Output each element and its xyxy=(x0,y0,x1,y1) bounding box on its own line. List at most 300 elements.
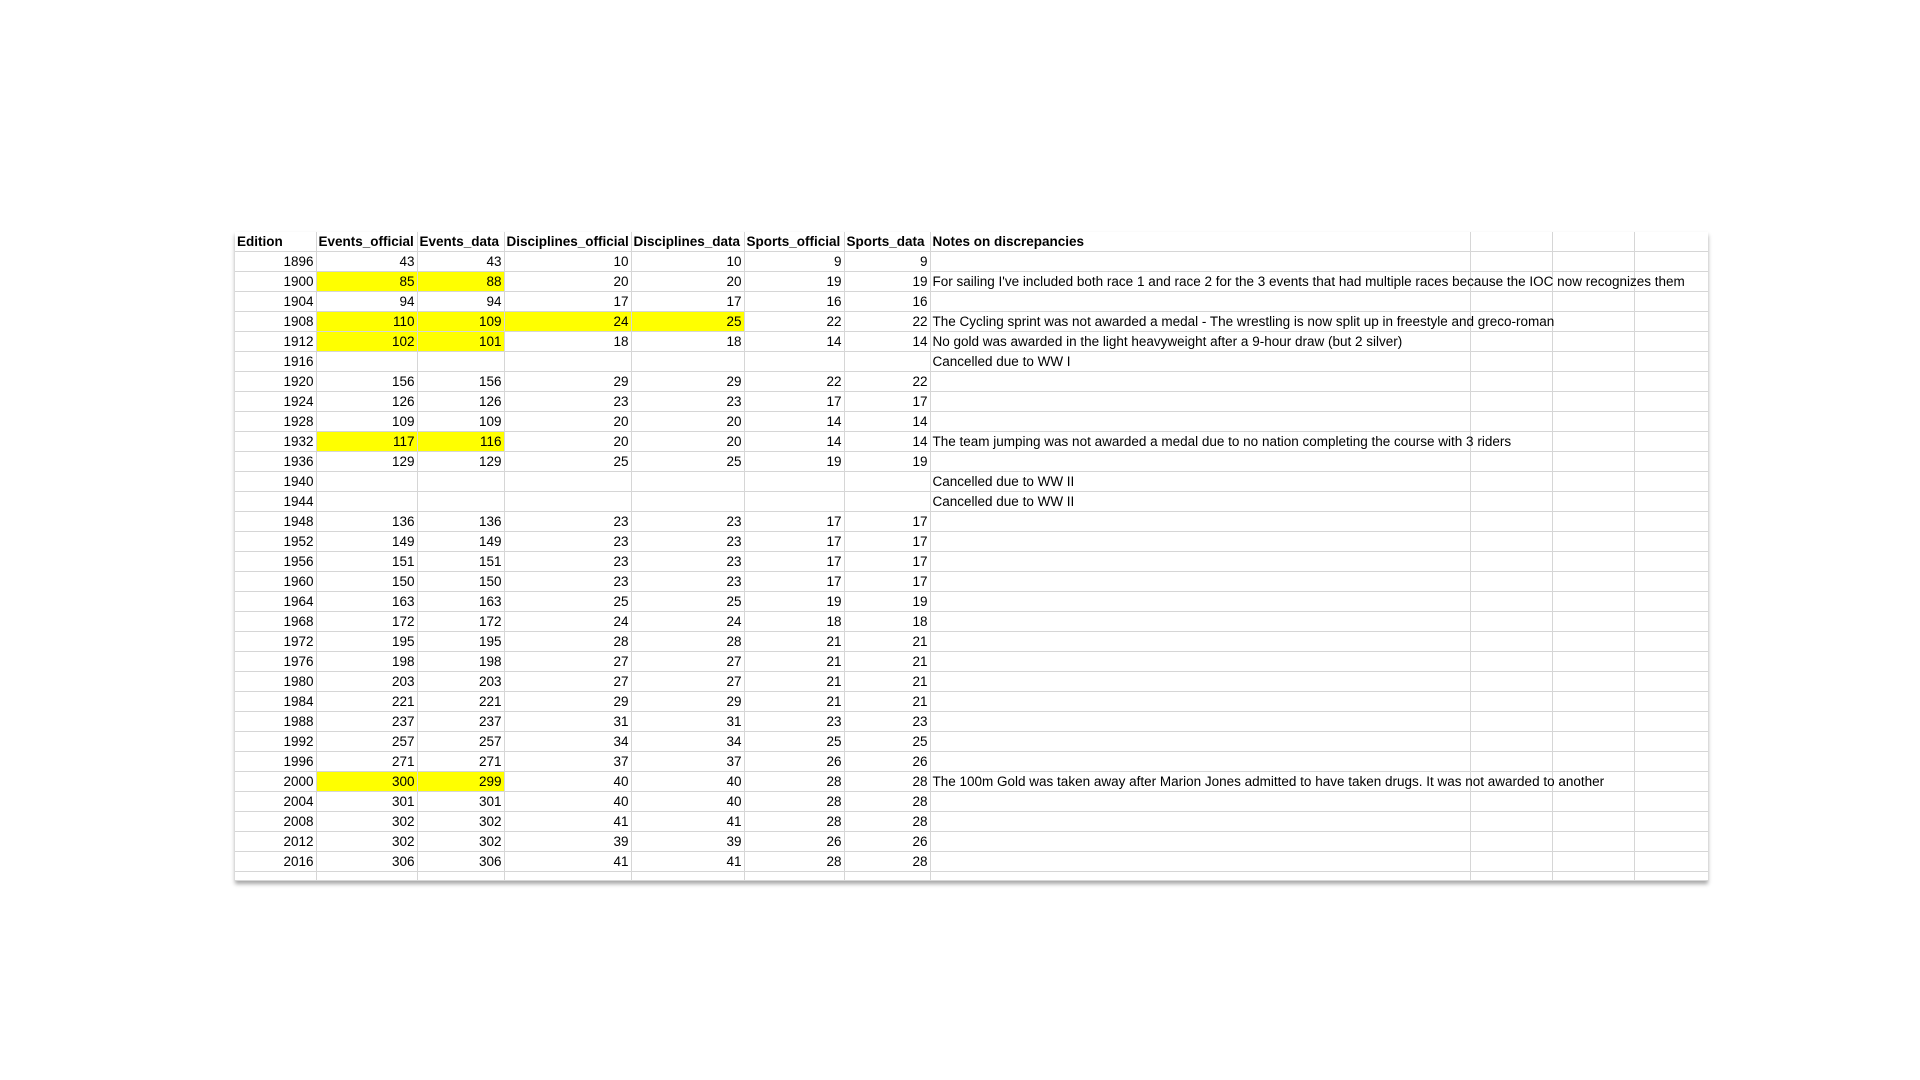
empty-cell[interactable] xyxy=(1552,812,1634,832)
empty-cell[interactable] xyxy=(1634,572,1708,592)
cell-edition[interactable]: 1908 xyxy=(235,312,316,332)
cell-events-official[interactable]: 43 xyxy=(316,252,417,272)
cell-notes[interactable] xyxy=(930,452,1470,472)
cell-events-official[interactable]: 163 xyxy=(316,592,417,612)
cell-notes[interactable]: Cancelled due to WW II xyxy=(930,472,1470,492)
cell-sports-data[interactable]: 19 xyxy=(844,452,930,472)
empty-cell[interactable] xyxy=(744,872,844,881)
cell-sports-data[interactable]: 21 xyxy=(844,632,930,652)
empty-cell[interactable] xyxy=(1470,652,1552,672)
cell-sports-data[interactable]: 26 xyxy=(844,752,930,772)
cell-events-data[interactable]: 302 xyxy=(417,812,504,832)
cell-disciplines-official[interactable]: 17 xyxy=(504,292,631,312)
cell-events-data[interactable]: 156 xyxy=(417,372,504,392)
cell-notes[interactable] xyxy=(930,712,1470,732)
empty-cell[interactable] xyxy=(1552,332,1634,352)
cell-sports-data[interactable] xyxy=(844,352,930,372)
cell-events-official[interactable] xyxy=(316,492,417,512)
empty-cell[interactable] xyxy=(1634,792,1708,812)
cell-events-data[interactable] xyxy=(417,352,504,372)
cell-disciplines-official[interactable] xyxy=(504,472,631,492)
cell-events-data[interactable]: 43 xyxy=(417,252,504,272)
cell-edition[interactable]: 1912 xyxy=(235,332,316,352)
empty-cell[interactable] xyxy=(1470,632,1552,652)
cell-notes[interactable] xyxy=(930,692,1470,712)
empty-cell[interactable] xyxy=(1552,592,1634,612)
cell-disciplines-data[interactable]: 29 xyxy=(631,692,744,712)
cell-sports-data[interactable]: 19 xyxy=(844,592,930,612)
cell-events-official[interactable]: 306 xyxy=(316,852,417,872)
empty-cell[interactable] xyxy=(1470,512,1552,532)
column-header-sports-data[interactable]: Sports_data xyxy=(844,232,930,252)
cell-edition[interactable]: 1948 xyxy=(235,512,316,532)
cell-edition[interactable]: 1944 xyxy=(235,492,316,512)
cell-sports-data[interactable]: 28 xyxy=(844,812,930,832)
cell-sports-data[interactable]: 19 xyxy=(844,272,930,292)
cell-disciplines-official[interactable]: 24 xyxy=(504,312,631,332)
cell-notes[interactable]: The 100m Gold was taken away after Marion Jones admitted to have taken drugs. It was not awarded to another xyxy=(930,772,1470,792)
cell-events-data[interactable]: 203 xyxy=(417,672,504,692)
cell-disciplines-official[interactable]: 25 xyxy=(504,452,631,472)
cell-disciplines-data[interactable]: 23 xyxy=(631,532,744,552)
cell-sports-data[interactable]: 22 xyxy=(844,372,930,392)
column-header-events-official[interactable]: Events_official xyxy=(316,232,417,252)
cell-disciplines-official[interactable]: 10 xyxy=(504,252,631,272)
cell-sports-official[interactable]: 17 xyxy=(744,392,844,412)
cell-events-data[interactable]: 271 xyxy=(417,752,504,772)
cell-events-data[interactable]: 302 xyxy=(417,832,504,852)
cell-events-official[interactable]: 221 xyxy=(316,692,417,712)
cell-disciplines-official[interactable]: 41 xyxy=(504,812,631,832)
cell-edition[interactable]: 1928 xyxy=(235,412,316,432)
cell-sports-official[interactable]: 28 xyxy=(744,852,844,872)
cell-sports-official[interactable]: 28 xyxy=(744,772,844,792)
cell-events-data[interactable]: 237 xyxy=(417,712,504,732)
cell-events-official[interactable]: 271 xyxy=(316,752,417,772)
cell-edition[interactable]: 2000 xyxy=(235,772,316,792)
empty-cell[interactable] xyxy=(1634,332,1708,352)
cell-disciplines-data[interactable]: 31 xyxy=(631,712,744,732)
cell-sports-data[interactable]: 23 xyxy=(844,712,930,732)
cell-sports-official[interactable]: 21 xyxy=(744,652,844,672)
cell-events-data[interactable]: 198 xyxy=(417,652,504,672)
cell-disciplines-official[interactable]: 41 xyxy=(504,852,631,872)
cell-notes[interactable] xyxy=(930,732,1470,752)
empty-cell[interactable] xyxy=(1552,872,1634,881)
cell-edition[interactable]: 1996 xyxy=(235,752,316,772)
cell-sports-official[interactable] xyxy=(744,472,844,492)
cell-disciplines-data[interactable]: 23 xyxy=(631,392,744,412)
cell-events-data[interactable]: 151 xyxy=(417,552,504,572)
empty-cell[interactable] xyxy=(1552,472,1634,492)
cell-sports-data[interactable]: 21 xyxy=(844,672,930,692)
cell-sports-official[interactable]: 19 xyxy=(744,452,844,472)
cell-sports-official[interactable]: 19 xyxy=(744,592,844,612)
empty-cell[interactable] xyxy=(1634,532,1708,552)
cell-sports-official[interactable]: 9 xyxy=(744,252,844,272)
cell-disciplines-data[interactable] xyxy=(631,352,744,372)
cell-disciplines-official[interactable] xyxy=(504,352,631,372)
cell-events-official[interactable]: 302 xyxy=(316,812,417,832)
cell-events-official[interactable]: 156 xyxy=(316,372,417,392)
cell-disciplines-official[interactable]: 20 xyxy=(504,432,631,452)
cell-disciplines-data[interactable]: 20 xyxy=(631,432,744,452)
cell-events-data[interactable]: 301 xyxy=(417,792,504,812)
cell-disciplines-data[interactable]: 25 xyxy=(631,452,744,472)
cell-disciplines-official[interactable]: 40 xyxy=(504,772,631,792)
empty-cell[interactable] xyxy=(1470,812,1552,832)
cell-notes[interactable] xyxy=(930,252,1470,272)
empty-cell[interactable] xyxy=(1552,612,1634,632)
cell-disciplines-data[interactable]: 39 xyxy=(631,832,744,852)
cell-disciplines-official[interactable]: 20 xyxy=(504,412,631,432)
cell-events-official[interactable]: 117 xyxy=(316,432,417,452)
cell-events-data[interactable]: 172 xyxy=(417,612,504,632)
cell-sports-official[interactable]: 26 xyxy=(744,832,844,852)
empty-cell[interactable] xyxy=(1634,412,1708,432)
cell-disciplines-official[interactable]: 27 xyxy=(504,672,631,692)
empty-cell[interactable] xyxy=(1634,712,1708,732)
cell-events-official[interactable]: 172 xyxy=(316,612,417,632)
empty-cell[interactable] xyxy=(1470,792,1552,812)
cell-notes[interactable] xyxy=(930,572,1470,592)
cell-sports-data[interactable]: 22 xyxy=(844,312,930,332)
empty-cell[interactable] xyxy=(1470,372,1552,392)
empty-cell[interactable] xyxy=(1634,432,1708,452)
empty-cell[interactable] xyxy=(930,872,1470,881)
cell-edition[interactable]: 1960 xyxy=(235,572,316,592)
cell-disciplines-data[interactable]: 40 xyxy=(631,792,744,812)
cell-edition[interactable]: 1936 xyxy=(235,452,316,472)
empty-cell[interactable] xyxy=(1634,452,1708,472)
cell-events-official[interactable]: 136 xyxy=(316,512,417,532)
cell-notes[interactable]: The Cycling sprint was not awarded a medal - The wrestling is now split up in freestyle and greco-roman xyxy=(930,312,1470,332)
cell-edition[interactable]: 1980 xyxy=(235,672,316,692)
cell-disciplines-data[interactable]: 20 xyxy=(631,272,744,292)
cell-edition[interactable]: 1920 xyxy=(235,372,316,392)
cell-notes[interactable] xyxy=(930,292,1470,312)
empty-cell[interactable] xyxy=(1470,472,1552,492)
empty-cell[interactable] xyxy=(1634,352,1708,372)
empty-cell[interactable] xyxy=(1552,292,1634,312)
empty-cell[interactable] xyxy=(1470,832,1552,852)
empty-cell[interactable] xyxy=(1552,712,1634,732)
cell-events-official[interactable]: 85 xyxy=(316,272,417,292)
cell-sports-data[interactable]: 17 xyxy=(844,392,930,412)
cell-disciplines-official[interactable]: 18 xyxy=(504,332,631,352)
empty-cell[interactable] xyxy=(1634,772,1708,792)
cell-disciplines-data[interactable]: 10 xyxy=(631,252,744,272)
cell-sports-official[interactable]: 21 xyxy=(744,672,844,692)
empty-cell[interactable] xyxy=(1634,732,1708,752)
empty-header-cell[interactable] xyxy=(1634,232,1708,252)
cell-notes[interactable] xyxy=(930,792,1470,812)
cell-disciplines-data[interactable]: 23 xyxy=(631,512,744,532)
empty-cell[interactable] xyxy=(1634,292,1708,312)
empty-cell[interactable] xyxy=(1552,632,1634,652)
empty-header-cell[interactable] xyxy=(1470,232,1552,252)
cell-disciplines-official[interactable]: 24 xyxy=(504,612,631,632)
empty-cell[interactable] xyxy=(1552,252,1634,272)
cell-events-data[interactable]: 126 xyxy=(417,392,504,412)
empty-cell[interactable] xyxy=(1552,392,1634,412)
empty-cell[interactable] xyxy=(1552,412,1634,432)
cell-notes[interactable] xyxy=(930,672,1470,692)
column-header-edition[interactable]: Edition xyxy=(235,232,316,252)
cell-events-data[interactable]: 116 xyxy=(417,432,504,452)
empty-cell[interactable] xyxy=(417,872,504,881)
empty-cell[interactable] xyxy=(1470,532,1552,552)
empty-cell[interactable] xyxy=(1552,692,1634,712)
cell-events-data[interactable]: 306 xyxy=(417,852,504,872)
cell-disciplines-data[interactable]: 29 xyxy=(631,372,744,392)
empty-cell[interactable] xyxy=(1634,852,1708,872)
empty-cell[interactable] xyxy=(1470,492,1552,512)
empty-cell[interactable] xyxy=(1470,852,1552,872)
cell-events-data[interactable]: 299 xyxy=(417,772,504,792)
empty-cell[interactable] xyxy=(1634,652,1708,672)
empty-cell[interactable] xyxy=(1552,572,1634,592)
empty-cell[interactable] xyxy=(1634,592,1708,612)
cell-sports-official[interactable]: 21 xyxy=(744,692,844,712)
empty-cell[interactable] xyxy=(1634,492,1708,512)
empty-cell[interactable] xyxy=(1634,752,1708,772)
cell-sports-data[interactable]: 17 xyxy=(844,532,930,552)
cell-sports-data[interactable]: 26 xyxy=(844,832,930,852)
cell-disciplines-data[interactable]: 41 xyxy=(631,812,744,832)
cell-edition[interactable]: 1984 xyxy=(235,692,316,712)
cell-sports-official[interactable]: 17 xyxy=(744,572,844,592)
cell-disciplines-data[interactable]: 41 xyxy=(631,852,744,872)
cell-events-official[interactable]: 203 xyxy=(316,672,417,692)
cell-edition[interactable]: 1952 xyxy=(235,532,316,552)
cell-disciplines-official[interactable]: 23 xyxy=(504,532,631,552)
cell-sports-official[interactable]: 18 xyxy=(744,612,844,632)
cell-disciplines-data[interactable]: 25 xyxy=(631,592,744,612)
cell-edition[interactable]: 1900 xyxy=(235,272,316,292)
cell-disciplines-data[interactable]: 25 xyxy=(631,312,744,332)
cell-sports-data[interactable]: 16 xyxy=(844,292,930,312)
cell-disciplines-official[interactable]: 39 xyxy=(504,832,631,852)
cell-sports-data[interactable]: 28 xyxy=(844,792,930,812)
empty-cell[interactable] xyxy=(1552,452,1634,472)
empty-cell[interactable] xyxy=(1470,612,1552,632)
cell-notes[interactable] xyxy=(930,412,1470,432)
empty-cell[interactable] xyxy=(1634,372,1708,392)
cell-edition[interactable]: 1956 xyxy=(235,552,316,572)
cell-notes[interactable] xyxy=(930,532,1470,552)
empty-cell[interactable] xyxy=(1470,692,1552,712)
cell-sports-data[interactable] xyxy=(844,472,930,492)
empty-cell[interactable] xyxy=(1470,252,1552,272)
cell-events-official[interactable]: 110 xyxy=(316,312,417,332)
cell-events-official[interactable]: 302 xyxy=(316,832,417,852)
cell-edition[interactable]: 1968 xyxy=(235,612,316,632)
cell-notes[interactable] xyxy=(930,612,1470,632)
cell-disciplines-official[interactable]: 23 xyxy=(504,552,631,572)
empty-cell[interactable] xyxy=(1552,512,1634,532)
empty-cell[interactable] xyxy=(1552,652,1634,672)
empty-cell[interactable] xyxy=(1552,792,1634,812)
empty-cell[interactable] xyxy=(1470,552,1552,572)
cell-sports-data[interactable]: 21 xyxy=(844,692,930,712)
cell-edition[interactable]: 1916 xyxy=(235,352,316,372)
cell-sports-official[interactable]: 22 xyxy=(744,312,844,332)
cell-edition[interactable]: 2004 xyxy=(235,792,316,812)
empty-cell[interactable] xyxy=(1552,372,1634,392)
cell-notes[interactable] xyxy=(930,512,1470,532)
cell-disciplines-data[interactable] xyxy=(631,492,744,512)
cell-sports-official[interactable]: 14 xyxy=(744,412,844,432)
cell-notes[interactable] xyxy=(930,552,1470,572)
cell-sports-official[interactable]: 21 xyxy=(744,632,844,652)
cell-disciplines-data[interactable]: 23 xyxy=(631,552,744,572)
empty-cell[interactable] xyxy=(1634,692,1708,712)
empty-cell[interactable] xyxy=(1634,672,1708,692)
cell-disciplines-official[interactable]: 23 xyxy=(504,392,631,412)
cell-edition[interactable]: 2012 xyxy=(235,832,316,852)
cell-disciplines-official[interactable]: 29 xyxy=(504,372,631,392)
empty-cell[interactable] xyxy=(1634,552,1708,572)
cell-edition[interactable]: 1924 xyxy=(235,392,316,412)
cell-sports-official[interactable]: 14 xyxy=(744,432,844,452)
empty-cell[interactable] xyxy=(1470,592,1552,612)
cell-sports-official[interactable]: 17 xyxy=(744,532,844,552)
empty-cell[interactable] xyxy=(504,872,631,881)
cell-disciplines-data[interactable]: 40 xyxy=(631,772,744,792)
cell-sports-data[interactable]: 18 xyxy=(844,612,930,632)
empty-cell[interactable] xyxy=(1470,572,1552,592)
cell-notes[interactable] xyxy=(930,812,1470,832)
cell-notes[interactable]: No gold was awarded in the light heavyweight after a 9-hour draw (but 2 silver) xyxy=(930,332,1470,352)
cell-events-official[interactable]: 150 xyxy=(316,572,417,592)
empty-cell[interactable] xyxy=(1470,292,1552,312)
empty-cell[interactable] xyxy=(1470,332,1552,352)
cell-sports-official[interactable]: 25 xyxy=(744,732,844,752)
cell-sports-data[interactable]: 17 xyxy=(844,572,930,592)
empty-cell[interactable] xyxy=(1470,712,1552,732)
cell-disciplines-data[interactable]: 34 xyxy=(631,732,744,752)
empty-cell[interactable] xyxy=(1634,252,1708,272)
cell-events-official[interactable]: 301 xyxy=(316,792,417,812)
cell-disciplines-data[interactable]: 27 xyxy=(631,672,744,692)
cell-events-data[interactable]: 257 xyxy=(417,732,504,752)
cell-disciplines-official[interactable]: 37 xyxy=(504,752,631,772)
cell-sports-official[interactable]: 16 xyxy=(744,292,844,312)
column-header-disciplines-official[interactable]: Disciplines_official xyxy=(504,232,631,252)
empty-cell[interactable] xyxy=(1552,432,1634,452)
cell-events-official[interactable]: 300 xyxy=(316,772,417,792)
empty-cell[interactable] xyxy=(316,872,417,881)
cell-events-data[interactable]: 136 xyxy=(417,512,504,532)
empty-cell[interactable] xyxy=(1552,832,1634,852)
empty-cell[interactable] xyxy=(1552,732,1634,752)
empty-cell[interactable] xyxy=(1470,352,1552,372)
empty-cell[interactable] xyxy=(1470,872,1552,881)
cell-notes[interactable] xyxy=(930,592,1470,612)
cell-edition[interactable]: 1988 xyxy=(235,712,316,732)
empty-cell[interactable] xyxy=(1552,352,1634,372)
column-header-sports-official[interactable]: Sports_official xyxy=(744,232,844,252)
cell-disciplines-official[interactable]: 25 xyxy=(504,592,631,612)
cell-disciplines-official[interactable]: 29 xyxy=(504,692,631,712)
cell-events-data[interactable]: 150 xyxy=(417,572,504,592)
empty-cell[interactable] xyxy=(1470,412,1552,432)
empty-cell[interactable] xyxy=(1552,312,1634,332)
cell-events-data[interactable]: 129 xyxy=(417,452,504,472)
cell-edition[interactable]: 1972 xyxy=(235,632,316,652)
cell-disciplines-data[interactable]: 28 xyxy=(631,632,744,652)
cell-disciplines-official[interactable]: 23 xyxy=(504,572,631,592)
cell-disciplines-official[interactable]: 40 xyxy=(504,792,631,812)
cell-disciplines-official[interactable]: 27 xyxy=(504,652,631,672)
cell-notes[interactable] xyxy=(930,652,1470,672)
column-header-disciplines-data[interactable]: Disciplines_data xyxy=(631,232,744,252)
empty-cell[interactable] xyxy=(631,872,744,881)
cell-disciplines-official[interactable]: 20 xyxy=(504,272,631,292)
column-header-notes[interactable]: Notes on discrepancies xyxy=(930,232,1470,252)
empty-cell[interactable] xyxy=(1634,392,1708,412)
cell-edition[interactable]: 1896 xyxy=(235,252,316,272)
cell-edition[interactable]: 1932 xyxy=(235,432,316,452)
cell-events-data[interactable]: 88 xyxy=(417,272,504,292)
cell-sports-data[interactable]: 14 xyxy=(844,412,930,432)
cell-notes[interactable] xyxy=(930,392,1470,412)
cell-sports-official[interactable]: 17 xyxy=(744,552,844,572)
cell-disciplines-data[interactable] xyxy=(631,472,744,492)
cell-sports-data[interactable]: 9 xyxy=(844,252,930,272)
empty-cell[interactable] xyxy=(1634,872,1708,881)
cell-events-data[interactable]: 195 xyxy=(417,632,504,652)
empty-cell[interactable] xyxy=(1634,632,1708,652)
empty-cell[interactable] xyxy=(1470,392,1552,412)
cell-disciplines-data[interactable]: 37 xyxy=(631,752,744,772)
cell-notes[interactable] xyxy=(930,832,1470,852)
cell-sports-data[interactable] xyxy=(844,492,930,512)
empty-cell[interactable] xyxy=(1634,512,1708,532)
cell-events-data[interactable]: 163 xyxy=(417,592,504,612)
cell-events-official[interactable]: 102 xyxy=(316,332,417,352)
cell-events-data[interactable]: 101 xyxy=(417,332,504,352)
cell-sports-official[interactable]: 28 xyxy=(744,792,844,812)
cell-edition[interactable]: 2008 xyxy=(235,812,316,832)
cell-events-data[interactable]: 221 xyxy=(417,692,504,712)
empty-cell[interactable] xyxy=(1634,612,1708,632)
cell-disciplines-data[interactable]: 17 xyxy=(631,292,744,312)
cell-sports-official[interactable] xyxy=(744,492,844,512)
cell-notes[interactable]: Cancelled due to WW I xyxy=(930,352,1470,372)
cell-events-official[interactable]: 109 xyxy=(316,412,417,432)
cell-events-official[interactable]: 257 xyxy=(316,732,417,752)
empty-cell[interactable] xyxy=(844,872,930,881)
empty-cell[interactable] xyxy=(1552,752,1634,772)
empty-cell[interactable] xyxy=(1634,472,1708,492)
cell-events-official[interactable]: 195 xyxy=(316,632,417,652)
cell-sports-data[interactable]: 28 xyxy=(844,852,930,872)
empty-cell[interactable] xyxy=(1634,832,1708,852)
cell-sports-official[interactable]: 28 xyxy=(744,812,844,832)
cell-sports-official[interactable]: 14 xyxy=(744,332,844,352)
empty-cell[interactable] xyxy=(1552,532,1634,552)
cell-sports-official[interactable]: 19 xyxy=(744,272,844,292)
cell-events-data[interactable]: 94 xyxy=(417,292,504,312)
cell-events-data[interactable]: 109 xyxy=(417,412,504,432)
cell-disciplines-data[interactable]: 24 xyxy=(631,612,744,632)
empty-header-cell[interactable] xyxy=(1552,232,1634,252)
cell-sports-data[interactable]: 17 xyxy=(844,552,930,572)
cell-edition[interactable]: 1940 xyxy=(235,472,316,492)
cell-notes[interactable] xyxy=(930,852,1470,872)
